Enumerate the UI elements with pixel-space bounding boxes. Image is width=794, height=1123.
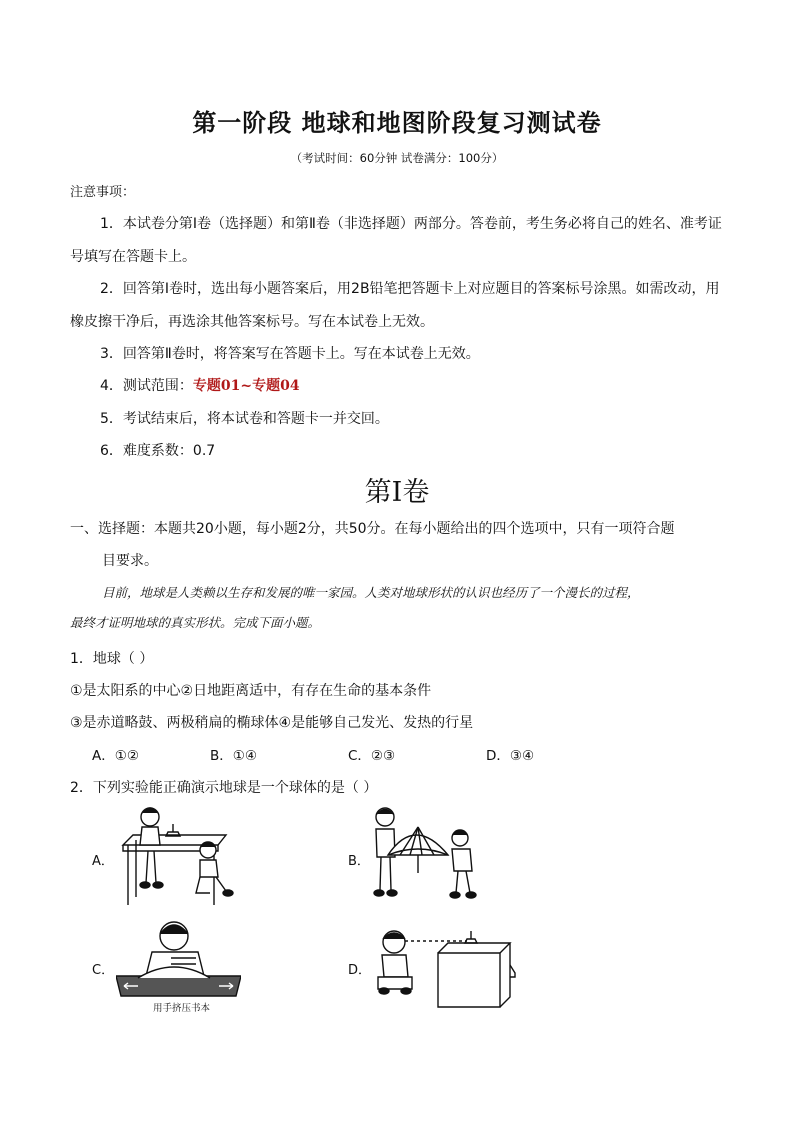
reading-passage [70, 578, 730, 638]
notice-item-4-prefix: 4．测试范围： [100, 378, 193, 394]
image-option-a-label[interactable]: A． [92, 854, 114, 869]
notice-item-5: 5．考试结束后，将本试卷和答题卡一并交回。 [100, 411, 389, 427]
option-a[interactable]: A．①② [92, 748, 139, 764]
notice-item-3: 3．回答第Ⅱ卷时，将答案写在答题卡上。写在本试卷上无效。 [100, 346, 480, 362]
question-1-stem: 1．地球（ ） [70, 651, 154, 667]
section-title: 第Ⅰ卷 [364, 477, 430, 508]
section-instructions-line-2: 目要求。 [102, 553, 158, 569]
illustration-umbrella[interactable] [370, 805, 495, 905]
image-option-c-label[interactable]: C． [92, 963, 115, 978]
test-range: 专题01~专题04 [192, 378, 300, 394]
notice-item-4 [70, 370, 730, 403]
question-1-statements-1: ①是太阳系的中心②日地距离适中，有存在生命的基本条件 [70, 683, 432, 699]
notice-heading: 注意事项： [70, 185, 136, 200]
exam-info: （考试时间：60分钟 试卷满分：100分） [290, 151, 504, 165]
passage-line-1: 目前，地球是人类赖以生存和发展的唯一家园。人类对地球形状的认识也经历了一个漫长的过程， [102, 585, 640, 600]
notice-item-1: 1．本试卷分第Ⅰ卷（选择题）和第Ⅱ卷（非选择题）两部分。答卷前，考生务必将自己的姓名、准考证号填写在答题卡上。 [70, 216, 722, 265]
section-instructions-line-1: 一、选择题：本题共20小题，每小题2分，共50分。在每小题给出的四个选项中，只有一项符合题 [70, 521, 675, 537]
passage-line-2: 最终才证明地球的真实形状。完成下面小题。 [70, 615, 321, 630]
illustration-table-ship[interactable] [118, 805, 243, 910]
option-d[interactable]: D．③④ [486, 748, 535, 764]
question-2-stem: 2．下列实验能正确演示地球是一个球体的是（ ） [70, 780, 378, 796]
image-option-d-label[interactable]: D． [348, 963, 372, 978]
illustration-press-book[interactable] [116, 918, 241, 998]
question-1-statements-2: ③是赤道略鼓、两极稍扁的椭球体④是能够自己发光、发热的行星 [70, 715, 474, 731]
notice-item-2: 2．回答第Ⅰ卷时，选出每小题答案后，用2B铅笔把答题卡上对应题目的答案标号涂黑。如需改动，用橡皮擦干净后，再选涂其他答案标号。写在本试卷上无效。 [70, 281, 720, 330]
illustration-caption: 用手挤压书本 [153, 1003, 211, 1014]
option-b[interactable]: B．①④ [210, 748, 257, 764]
option-c[interactable]: C．②③ [348, 748, 396, 764]
page-title: 第一阶段 地球和地图阶段复习测试卷 [192, 109, 602, 137]
notice-item-6: 6．难度系数：0.7 [100, 443, 216, 459]
image-option-b-label[interactable]: B． [348, 854, 370, 869]
section-instructions [70, 513, 730, 577]
illustration-box-ship[interactable] [372, 925, 522, 1010]
